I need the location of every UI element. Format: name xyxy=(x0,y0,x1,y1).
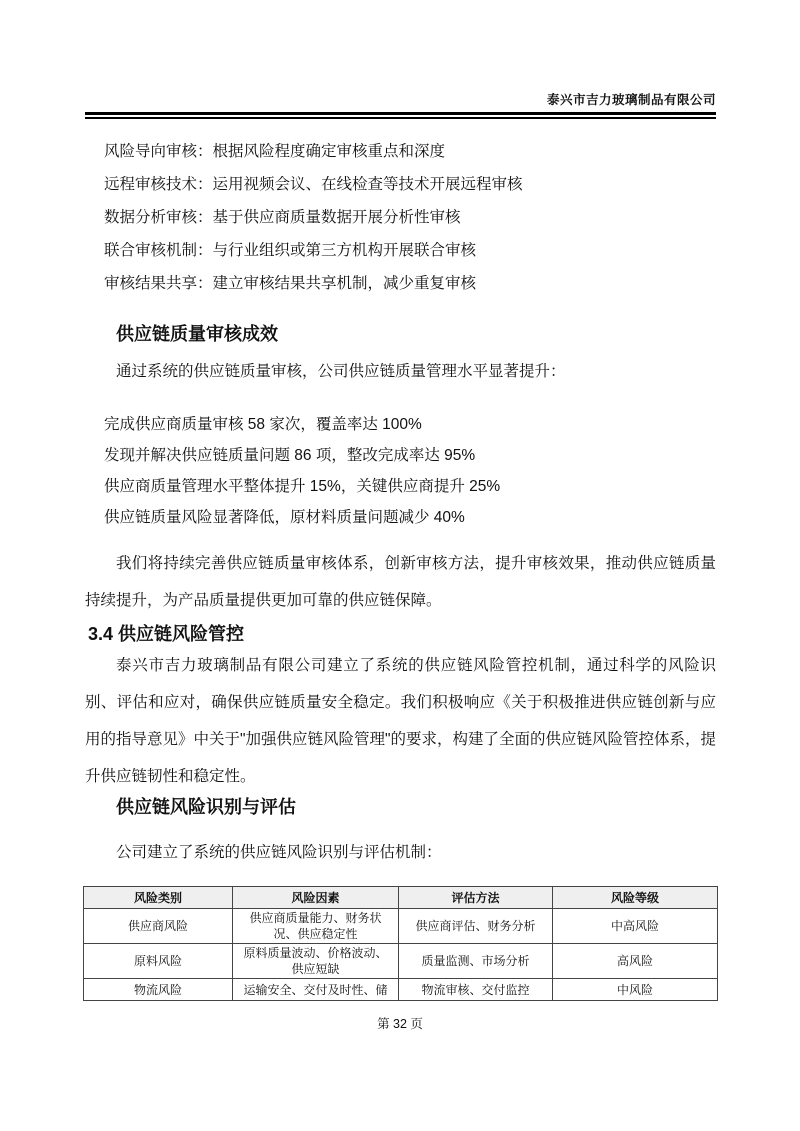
table-cell: 物流审核、交付监控 xyxy=(399,979,553,1001)
table-cell: 中高风险 xyxy=(553,909,718,944)
sub-heading-risk-identification: 供应链风险识别与评估 xyxy=(116,797,296,817)
table-header-risk-factor: 风险因素 xyxy=(233,887,399,909)
chapter-heading-risk-control: 3.4 供应链风险管控 xyxy=(88,624,245,644)
table-header-assessment-method: 评估方法 xyxy=(399,887,553,909)
audit-method-line: 审核结果共享：建立审核结果共享机制，减少重复审核 xyxy=(104,275,477,292)
company-name: 泰兴市吉力玻璃制品有限公司 xyxy=(546,93,716,107)
audit-results-intro: 通过系统的供应链质量审核，公司供应链质量管理水平显著提升： xyxy=(116,363,566,380)
table-cell: 质量监测、市场分析 xyxy=(399,944,553,979)
header-rule-thick xyxy=(85,112,716,115)
audit-methods-list xyxy=(85,135,716,300)
audit-method-line: 远程审核技术：运用视频会议、在线检查等技术开展远程审核 xyxy=(104,176,523,193)
table-row xyxy=(84,944,718,979)
table-cell: 中风险 xyxy=(553,979,718,1001)
audit-result-line: 供应链质量风险显著降低，原材料质量问题减少 40% xyxy=(104,509,465,526)
page-header xyxy=(85,0,716,119)
table-cell: 物流风险 xyxy=(84,979,233,1001)
header-rule-thin xyxy=(85,117,716,119)
table-cell: 供应商评估、财务分析 xyxy=(399,909,553,944)
audit-results-closing: 我们将持续完善供应链质量审核体系，创新审核方法，提升审核效果，推动供应链质量持续提升，为产品质量提供更加可靠的供应链保障。 xyxy=(85,555,716,609)
audit-method-line: 风险导向审核：根据风险程度确定审核重点和深度 xyxy=(104,143,446,160)
table-header-risk-level: 风险等级 xyxy=(553,887,718,909)
table-cell: 高风险 xyxy=(553,944,718,979)
page-number: 第 32 页 xyxy=(377,1017,423,1031)
table-row xyxy=(84,909,718,944)
section-heading-audit-results: 供应链质量审核成效 xyxy=(116,324,278,344)
audit-method-line: 联合审核机制：与行业组织或第三方机构开展联合审核 xyxy=(104,242,477,259)
risk-table-intro: 公司建立了系统的供应链风险识别与评估机制： xyxy=(116,844,442,861)
audit-result-line: 供应商质量管理水平整体提升 15%，关键供应商提升 25% xyxy=(104,478,501,495)
audit-result-line: 完成供应商质量审核 58 家次，覆盖率达 100% xyxy=(104,416,422,433)
table-cell: 运输安全、交付及时性、储 xyxy=(233,979,399,1001)
risk-control-intro: 泰兴市吉力玻璃制品有限公司建立了系统的供应链风险管控机制，通过科学的风险识别、评估和应对，确保供应链质量安全稳定。我们积极响应《关于积极推进供应链创新与应用的指导意见》中关于"加强供应链风险管理"的要求，构建了全面的供应链风险管控体系，提升供应链韧性和稳定性。 xyxy=(85,657,717,785)
audit-result-line: 发现并解决供应链质量问题 86 项，整改完成率达 95% xyxy=(104,447,476,464)
risk-assessment-table xyxy=(83,886,718,1001)
table-cell: 供应商质量能力、财务状况、供应稳定性 xyxy=(233,909,399,944)
table-header-row xyxy=(84,887,718,909)
page-footer xyxy=(0,1016,800,1032)
table-cell: 原料质量波动、价格波动、供应短缺 xyxy=(233,944,399,979)
audit-results-list xyxy=(85,409,716,533)
table-cell: 原料风险 xyxy=(84,944,233,979)
audit-method-line: 数据分析审核：基于供应商质量数据开展分析性审核 xyxy=(104,209,461,226)
table-header-risk-category: 风险类别 xyxy=(84,887,233,909)
table-row xyxy=(84,979,718,1001)
table-cell: 供应商风险 xyxy=(84,909,233,944)
